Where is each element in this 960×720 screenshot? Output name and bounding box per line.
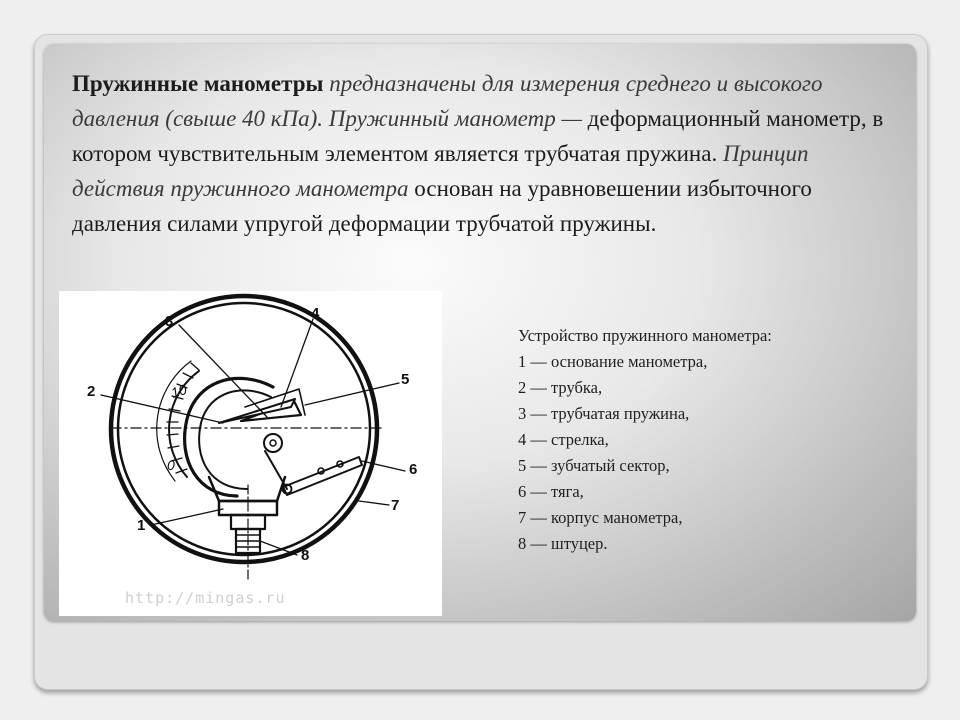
intro-definition: деформационный манометр, в котором чувствительным элементом является трубчатая пружина.: [72, 106, 884, 166]
bourdon-tube-inner: [199, 390, 271, 489]
legend-item-8: 8 — штуцер.: [518, 534, 608, 553]
label-3: 3: [165, 313, 174, 330]
intro-purpose: предназначены для измерения среднего и высокого давления (свыше 40 кПа). Пружинный манометр —: [72, 71, 823, 131]
legend-title: Устройство пружинного манометра:: [518, 326, 772, 345]
gauge-case-inner: [118, 303, 370, 555]
gear-pin: [270, 440, 276, 446]
label-1: 1: [137, 517, 146, 534]
legend-item-6: 6 — тяга,: [518, 482, 584, 501]
legend-item-5: 5 — зубчатый сектор,: [518, 456, 670, 475]
label-5: 5: [401, 371, 410, 388]
label-8: 8: [301, 547, 310, 564]
scale-mark-top: 10: [168, 380, 189, 402]
pressure-gauge-diagram: [59, 291, 442, 616]
intro-paragraph: [72, 66, 892, 241]
legend-item-2: 2 — трубка,: [518, 378, 603, 397]
gauge-drawing: [59, 291, 442, 616]
legend-item-4: 4 — стрелка,: [518, 430, 609, 449]
bourdon-tube: [185, 378, 273, 496]
gauge-case-outer: [111, 296, 377, 562]
legend-item-1: 1 — основание манометра,: [518, 352, 708, 371]
label-6: 6: [409, 461, 418, 478]
legend-caption: [490, 323, 790, 557]
label-2: 2: [87, 383, 96, 400]
label-7: 7: [391, 497, 400, 514]
gear-wheel: [264, 434, 282, 452]
legend-item-3: 3 — трубчатая пружина,: [518, 404, 690, 423]
link-rod: [283, 457, 362, 495]
scale-mark-bottom: 0: [167, 457, 175, 473]
intro-principle: основан на уравновешении избыточного давления силами упругой деформации трубчатой пружины.: [72, 176, 812, 236]
lever-arm: [265, 451, 287, 489]
watermark: http://mingas.ru: [125, 589, 286, 607]
intro-principle-term: Принцип действия пружинного манометра: [72, 141, 809, 201]
legend-item-7: 7 — корпус манометра,: [518, 508, 683, 527]
intro-term: Пружинные манометры: [72, 71, 324, 96]
label-4: 4: [311, 305, 320, 322]
